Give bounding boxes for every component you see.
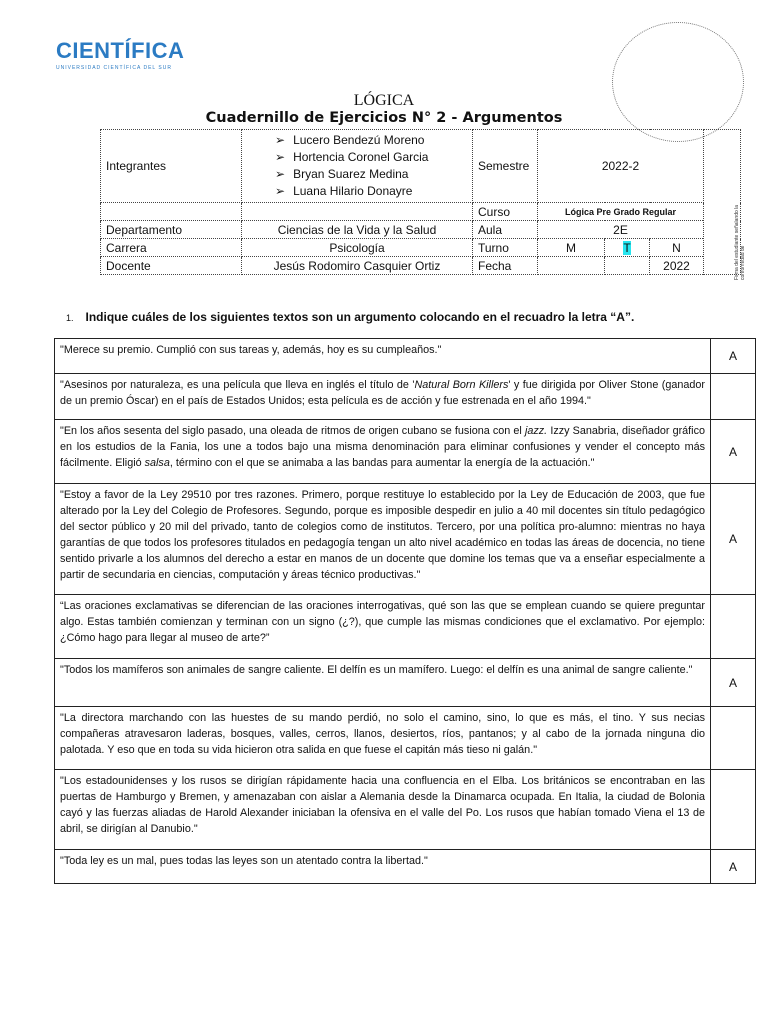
page-title: LÓGICA <box>353 92 415 109</box>
members-list <box>247 130 467 202</box>
answer-cell[interactable]: A <box>711 659 756 707</box>
exercise-text: “Las oraciones exclamativas se diferencian de las oraciones interrogativas, qué son las que se emplean cuando se quiere preguntar algo. Estas también comienzan y terminan con un signo (¿?), que cumple las mismas condiciones que el exclamativo. Por ejemplo: ¿Cómo hago para llegar al museo de arte?” <box>55 595 711 659</box>
members-cell <box>242 130 473 203</box>
exercise-row <box>55 707 756 770</box>
curso-value: Lógica Pre Grado Regular <box>538 203 704 221</box>
exercise-row <box>55 420 756 484</box>
semestre-value: 2022-2 <box>538 130 704 203</box>
university-logo <box>56 38 184 71</box>
answer-cell[interactable] <box>711 595 756 659</box>
answer-cell[interactable] <box>711 374 756 420</box>
exercise-text: "Estoy a favor de la Ley 29510 por tres razones. Primero, porque restituye lo establecido por la Ley de Educación de 2003, que fue alterado por la Ley del Colegio de Profesores. Segundo, porque es imposible despedir en julio a 40 mil docentes sin título pedagógico del sector público y 20 mil del privado, tanto de colegios como de institutos. Tercero, por una política pro-alumno: mientras no haya garantías de que todos los profesores titulados en pedagogía tengan un alto nivel académico en todas las áreas de docencia, no tiene sentido privarle a los alumnos del derecho a estar en manos de un docente que domine los temas que va a enseñar especialmente a partir de secundaria en ciencias, computación y áreas técnico productivas." <box>55 484 711 595</box>
turno-n: N <box>650 239 704 257</box>
turno-t-highlight: T <box>623 240 631 255</box>
exercise-row <box>55 339 756 374</box>
integrantes-label: Integrantes <box>101 130 242 203</box>
answer-cell[interactable]: A <box>711 339 756 374</box>
turno-m: M <box>538 239 605 257</box>
fecha-year: 2022 <box>650 257 704 275</box>
docente-value: Jesús Rodomiro Casquier Ortiz <box>242 257 473 275</box>
exercise-row <box>55 374 756 420</box>
departamento-label: Departamento <box>101 221 242 239</box>
exercise-row <box>55 595 756 659</box>
exercise-row <box>55 659 756 707</box>
departamento-value: Ciencias de la Vida y la Salud <box>242 221 473 239</box>
member-item: ➢ Hortencia Coronel Garcia <box>275 149 467 166</box>
answer-cell[interactable]: A <box>711 850 756 884</box>
logo-wordmark: CIENTÍFICA <box>56 38 185 63</box>
exercise-text: "La directora marchando con las huestes de su mando perdió, no solo el camino, sino, lo que es más, el tino. Y sus necias compañeras atravesaron laderas, bosques, valles, cerros, llanos, desiertos, ríos, pantanos; y al cabo de la jornada ninguna dio palotada. Y eso que en toda su vida hicieron otra salida en que fuese el capitán más tieso ni galán." <box>55 707 711 770</box>
curso-label: Curso <box>473 203 538 221</box>
exercise-text: "Todos los mamíferos son animales de sangre caliente. El delfín es un mamífero. Luego: el delfín es una animal de sangre caliente." <box>55 659 711 707</box>
exercise-row <box>55 850 756 884</box>
question-text: Indique cuáles de los siguientes textos son un argumento colocando en el recuadro la letra “A”. <box>85 310 635 324</box>
exercise-row <box>55 484 756 595</box>
exercise-text: "Asesinos por naturaleza, es una película que lleva en inglés el título de 'Natural Born Killers' y fue dirigida por Oliver Stone (ganador de un premio Óscar) en el país de Estados Unidos; esta película es de acción y fue estrenada en el año 1994." <box>55 374 711 420</box>
exercise-table <box>54 338 756 884</box>
turno-label: Turno <box>473 239 538 257</box>
signature-note: Firma del estudiante señalando la conformidad de <box>734 204 746 280</box>
turno-t-cell <box>605 239 650 257</box>
question-number: 1. <box>66 313 74 323</box>
aula-value: 2E <box>538 221 704 239</box>
answer-cell[interactable]: A <box>711 484 756 595</box>
logo-subtitle: UNIVERSIDAD CIENTÍFICA DEL SUR <box>56 65 172 71</box>
answer-cell[interactable] <box>711 770 756 850</box>
carrera-label: Carrera <box>101 239 242 257</box>
aula-label: Aula <box>473 221 538 239</box>
question-1 <box>66 310 634 324</box>
semestre-label: Semestre <box>473 130 538 203</box>
exercise-row <box>55 770 756 850</box>
member-item: ➢ Bryan Suarez Medina <box>275 166 467 183</box>
exercise-text: "Los estadounidenses y los rusos se dirigían rápidamente hacia una confluencia en el Elba. Los británicos se encontraban en las puertas de Hamburgo y Bremen, y amenazaban con aislar a Alemania desde la Dinamarca ocupada. En Italia, la ciudad de Bolonia cayó y las fuerzas aliadas de Harold Alexander iniciaban la ofensiva en el valle del Po. Los rusos que habían tomado Viena el 13 de abril, se dirigían al Danubio." <box>55 770 711 850</box>
member-item: ➢ Luana Hilario Donayre <box>275 183 467 200</box>
info-table <box>100 129 741 275</box>
member-item: ➢ Lucero Bendezú Moreno <box>275 132 467 149</box>
exercise-text: "Merece su premio. Cumplió con sus tareas y, además, hoy es su cumpleaños." <box>55 339 711 374</box>
docente-label: Docente <box>101 257 242 275</box>
fecha-label: Fecha <box>473 257 538 275</box>
exercise-text: "Toda ley es un mal, pues todas las leyes son un atentado contra la libertad." <box>55 850 711 884</box>
exercise-text: "En los años sesenta del siglo pasado, una oleada de ritmos de origen cubano se fusiona con el jazz. Izzy Sanabria, diseñador gráfico en los estudios de la Fania, los une a todos bajo una misma denominación para eliminar confusiones y vender el concepto más fácilmente. Eligió salsa, término con el que se animaba a las bandas para aumentar la energía de la actuación." <box>55 420 711 484</box>
page-subtitle: Cuadernillo de Ejercicios N° 2 - Argumentos <box>205 110 563 126</box>
answer-cell[interactable] <box>711 707 756 770</box>
carrera-value: Psicología <box>242 239 473 257</box>
answer-cell[interactable]: A <box>711 420 756 484</box>
